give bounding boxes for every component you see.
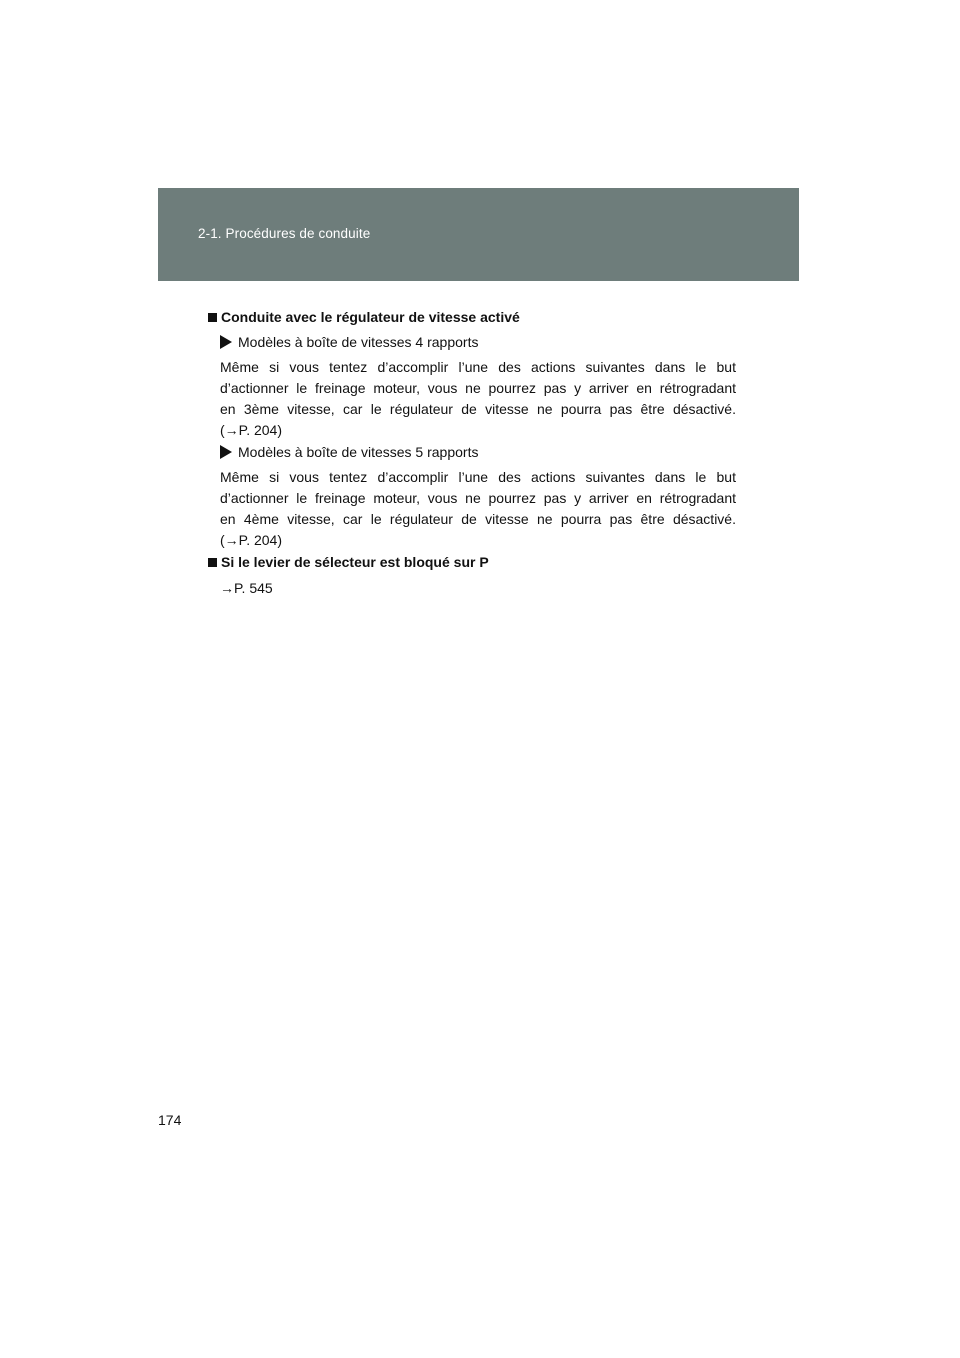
square-bullet-icon [208,313,217,322]
paragraph-5-speed [220,467,736,551]
chapter-section-label: 2-1. Procédures de conduite [198,226,371,241]
page-reference-link[interactable]: →P. 545 [220,580,273,596]
paragraph-line: d’actionner le freinage moteur, vous ne pourrez pas y arriver en rétrogradant [220,490,736,506]
section-heading-shift-lever-locked [208,552,489,572]
paragraph-line: d’actionner le freinage moteur, vous ne pourrez pas y arriver en rétrogradant [220,380,736,396]
variant-heading-5-speed [220,442,478,462]
paragraph-line: en 4ème vitesse, car le régulateur de vitesse ne pourra pas être désactivé. [220,511,736,527]
chapter-header-band [158,188,799,281]
section-heading-cruise-control [208,307,520,327]
square-bullet-icon [208,558,217,567]
triangle-bullet-icon [220,445,232,459]
page-reference-link[interactable]: (→P. 204) [220,532,282,548]
variant-label: Modèles à boîte de vitesses 5 rapports [238,444,479,460]
paragraph-line: en 3ème vitesse, car le régulateur de vitesse ne pourra pas être désactivé. [220,401,736,417]
page-reference-link[interactable]: (→P. 204) [220,422,282,438]
paragraph-4-speed [220,357,736,441]
section-heading-text: Si le levier de sélecteur est bloqué sur P [221,554,489,570]
variant-label: Modèles à boîte de vitesses 4 rapports [238,334,479,350]
paragraph-line: Même si vous tentez d’accomplir l’une des actions suivantes dans le but [220,359,736,375]
variant-heading-4-speed [220,332,478,352]
section-heading-text: Conduite avec le régulateur de vitesse activé [221,309,520,325]
triangle-bullet-icon [220,335,232,349]
paragraph-line: Même si vous tentez d’accomplir l’une des actions suivantes dans le but [220,469,736,485]
page-number: 174 [158,1112,182,1128]
